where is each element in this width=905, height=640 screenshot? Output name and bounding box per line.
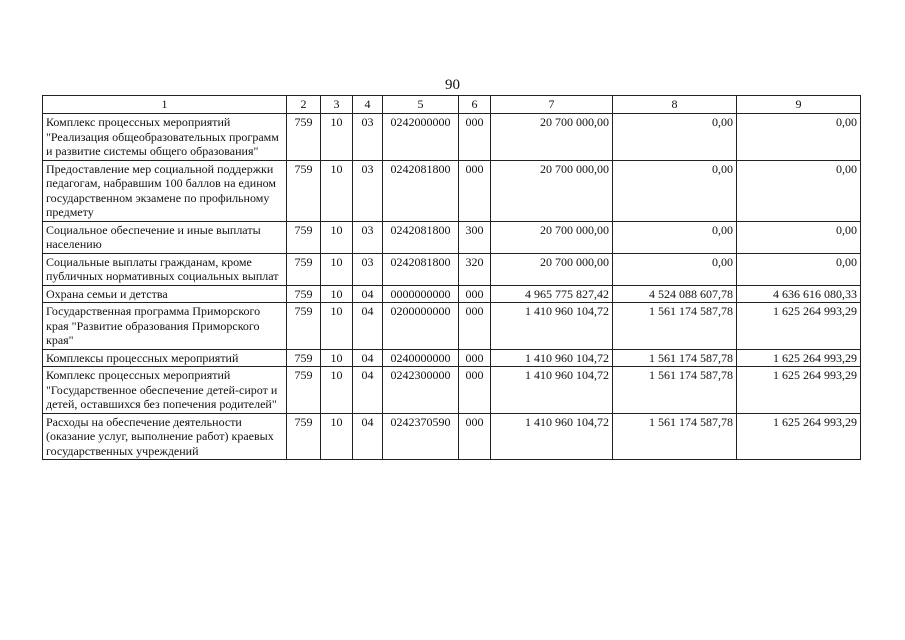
row-target-article: 0242370590 [383, 413, 459, 460]
row-ministry: 759 [287, 253, 321, 285]
row-subsection: 03 [353, 160, 383, 221]
row-amount-8: 1 561 174 587,78 [613, 349, 737, 367]
row-subsection: 03 [353, 253, 383, 285]
col-header-2: 2 [287, 96, 321, 114]
row-section: 10 [321, 285, 353, 303]
row-ministry: 759 [287, 160, 321, 221]
table-row [43, 413, 861, 460]
row-subsection: 04 [353, 367, 383, 414]
row-expense-type: 000 [459, 160, 491, 221]
row-ministry: 759 [287, 303, 321, 350]
budget-table [42, 95, 861, 460]
row-amount-8: 4 524 088 607,78 [613, 285, 737, 303]
table-row [43, 221, 861, 253]
row-target-article: 0242081800 [383, 160, 459, 221]
row-ministry: 759 [287, 413, 321, 460]
col-header-9: 9 [737, 96, 861, 114]
table-row [43, 160, 861, 221]
col-header-5: 5 [383, 96, 459, 114]
row-amount-9: 1 625 264 993,29 [737, 303, 861, 350]
row-expense-type: 000 [459, 367, 491, 414]
row-target-article: 0242081800 [383, 253, 459, 285]
table-row [43, 349, 861, 367]
row-subsection: 04 [353, 349, 383, 367]
row-expense-type: 000 [459, 413, 491, 460]
row-amount-8: 1 561 174 587,78 [613, 413, 737, 460]
row-name: Государственная программа Приморского края "Развитие образования Приморского края" [43, 303, 287, 350]
table-row [43, 367, 861, 414]
row-amount-8: 1 561 174 587,78 [613, 303, 737, 350]
row-target-article: 0242300000 [383, 367, 459, 414]
row-amount-9: 1 625 264 993,29 [737, 367, 861, 414]
row-name: Комплекс процессных мероприятий "Государственное обеспечение детей-сирот и детей, оставшихся без попечения родителей" [43, 367, 287, 414]
col-header-4: 4 [353, 96, 383, 114]
row-ministry: 759 [287, 114, 321, 161]
row-subsection: 04 [353, 285, 383, 303]
row-section: 10 [321, 303, 353, 350]
row-amount-7: 1 410 960 104,72 [491, 303, 613, 350]
row-ministry: 759 [287, 367, 321, 414]
row-amount-8: 0,00 [613, 114, 737, 161]
col-header-1: 1 [43, 96, 287, 114]
row-section: 10 [321, 413, 353, 460]
row-name: Комплексы процессных мероприятий [43, 349, 287, 367]
row-amount-7: 4 965 775 827,42 [491, 285, 613, 303]
table-row [43, 253, 861, 285]
col-header-7: 7 [491, 96, 613, 114]
row-amount-8: 0,00 [613, 221, 737, 253]
row-name: Расходы на обеспечение деятельности (оказание услуг, выполнение работ) краевых государственных учреждений [43, 413, 287, 460]
row-amount-9: 0,00 [737, 221, 861, 253]
row-subsection: 03 [353, 114, 383, 161]
row-amount-9: 1 625 264 993,29 [737, 349, 861, 367]
table-row [43, 114, 861, 161]
row-name: Предоставление мер социальной поддержки педагогам, набравшим 100 баллов на едином государственном экзамене по профильному предмету [43, 160, 287, 221]
row-section: 10 [321, 221, 353, 253]
row-section: 10 [321, 160, 353, 221]
page-number: 90 [445, 77, 460, 93]
row-name: Социальные выплаты гражданам, кроме публичных нормативных социальных выплат [43, 253, 287, 285]
row-amount-9: 0,00 [737, 160, 861, 221]
row-ministry: 759 [287, 349, 321, 367]
row-amount-9: 0,00 [737, 253, 861, 285]
row-amount-8: 1 561 174 587,78 [613, 367, 737, 414]
row-name: Комплекс процессных мероприятий "Реализация общеобразовательных программ и развитие системы общего образования" [43, 114, 287, 161]
row-expense-type: 000 [459, 285, 491, 303]
row-amount-8: 0,00 [613, 160, 737, 221]
row-subsection: 04 [353, 413, 383, 460]
row-amount-7: 20 700 000,00 [491, 253, 613, 285]
row-target-article: 0240000000 [383, 349, 459, 367]
row-target-article: 0000000000 [383, 285, 459, 303]
row-section: 10 [321, 253, 353, 285]
header-row [43, 96, 861, 114]
row-section: 10 [321, 367, 353, 414]
row-amount-9: 4 636 616 080,33 [737, 285, 861, 303]
row-amount-9: 0,00 [737, 114, 861, 161]
row-section: 10 [321, 349, 353, 367]
row-amount-7: 20 700 000,00 [491, 221, 613, 253]
row-amount-7: 1 410 960 104,72 [491, 413, 613, 460]
col-header-6: 6 [459, 96, 491, 114]
table-row [43, 285, 861, 303]
row-ministry: 759 [287, 285, 321, 303]
row-amount-7: 20 700 000,00 [491, 160, 613, 221]
row-ministry: 759 [287, 221, 321, 253]
row-name: Охрана семьи и детства [43, 285, 287, 303]
col-header-8: 8 [613, 96, 737, 114]
row-subsection: 04 [353, 303, 383, 350]
row-expense-type: 320 [459, 253, 491, 285]
row-target-article: 0242000000 [383, 114, 459, 161]
row-amount-7: 1 410 960 104,72 [491, 367, 613, 414]
row-expense-type: 300 [459, 221, 491, 253]
table-row [43, 303, 861, 350]
row-expense-type: 000 [459, 349, 491, 367]
row-target-article: 0242081800 [383, 221, 459, 253]
row-amount-8: 0,00 [613, 253, 737, 285]
row-amount-7: 1 410 960 104,72 [491, 349, 613, 367]
row-target-article: 0200000000 [383, 303, 459, 350]
row-expense-type: 000 [459, 303, 491, 350]
row-expense-type: 000 [459, 114, 491, 161]
col-header-3: 3 [321, 96, 353, 114]
row-section: 10 [321, 114, 353, 161]
row-amount-9: 1 625 264 993,29 [737, 413, 861, 460]
row-subsection: 03 [353, 221, 383, 253]
row-name: Социальное обеспечение и иные выплаты населению [43, 221, 287, 253]
row-amount-7: 20 700 000,00 [491, 114, 613, 161]
